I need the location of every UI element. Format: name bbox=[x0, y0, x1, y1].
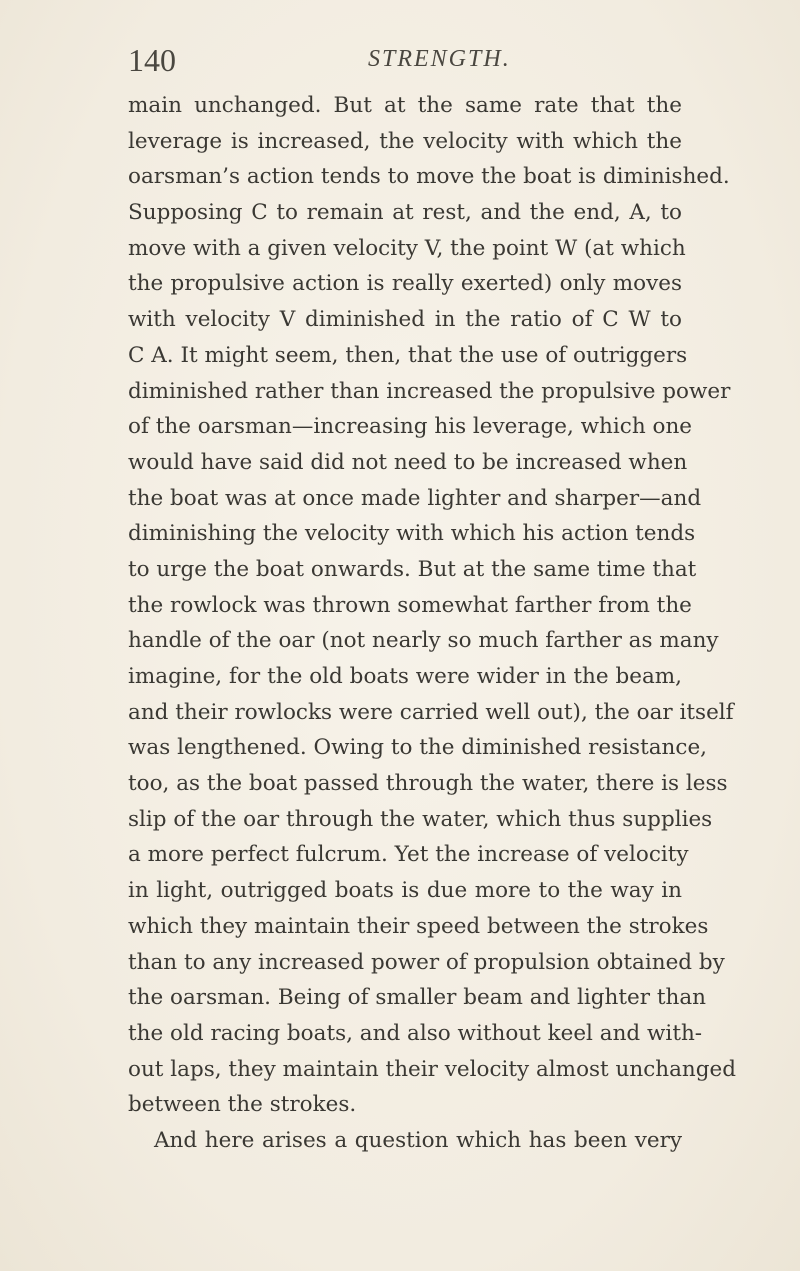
text-line: Supposing C to remain at rest, and the end, A, to bbox=[128, 200, 682, 226]
text-line: a more perfect fulcrum. Yet the increase of velocity bbox=[128, 842, 689, 868]
text-line: move with a given velocity V, the point W (at which bbox=[128, 235, 686, 261]
text-line: would have said did not need to be increased when bbox=[128, 449, 688, 475]
text-line: was lengthened. Owing to the diminished resistance, bbox=[128, 735, 707, 761]
text-line: slip of the oar through the water, which thus supplies bbox=[128, 806, 713, 832]
text-line: C A. It might seem, then, that the use of outriggers bbox=[128, 342, 688, 368]
text-line: oarsman’s action tends to move the boat is diminished. bbox=[128, 164, 730, 190]
text-line: with velocity V diminished in the ratio of C W to bbox=[128, 307, 682, 333]
text-line: too, as the boat passed through the water, there is less bbox=[128, 771, 728, 797]
text-line: between the strokes. bbox=[128, 1092, 357, 1118]
text-line: and their rowlocks were carried well out), the oar itself bbox=[128, 699, 734, 725]
text-line: the oarsman. Being of smaller beam and lighter than bbox=[128, 985, 707, 1011]
text-line: diminishing the velocity with which his action tends bbox=[128, 521, 696, 547]
text-line: to urge the boat onwards. But at the same time that bbox=[128, 556, 697, 582]
text-line: main unchanged. But at the same rate that the bbox=[128, 93, 682, 118]
running-head: STRENGTH. bbox=[368, 46, 511, 72]
page-number: 140 bbox=[128, 42, 176, 78]
text-line: than to any increased power of propulsion obtained by bbox=[128, 949, 725, 975]
text-line: imagine, for the old boats were wider in the beam, bbox=[128, 664, 682, 689]
text-line: out laps, they maintain their velocity almost unchanged bbox=[128, 1056, 737, 1082]
body-text bbox=[128, 88, 737, 1159]
text-line: which they maintain their speed between the strokes bbox=[128, 913, 709, 939]
text-line: the boat was at once made lighter and sharper—and bbox=[128, 485, 702, 511]
text-line: leverage is increased, the velocity with which the bbox=[128, 128, 682, 154]
page-header bbox=[128, 40, 688, 80]
text-line: diminished rather than increased the propulsive power bbox=[128, 378, 731, 404]
text-line: the propulsive action is really exerted) only moves bbox=[128, 271, 682, 297]
text-line: And here arises a question which has been very bbox=[154, 1127, 682, 1153]
text-line: of the oarsman—increasing his leverage, which one bbox=[128, 414, 693, 440]
text-line: in light, outrigged boats is due more to the way in bbox=[128, 878, 682, 904]
text-line: handle of the oar (not nearly so much farther as many bbox=[128, 628, 719, 654]
text-line: the rowlock was thrown somewhat farther from the bbox=[128, 592, 692, 618]
text-line: the old racing boats, and also without keel and with- bbox=[128, 1020, 703, 1046]
